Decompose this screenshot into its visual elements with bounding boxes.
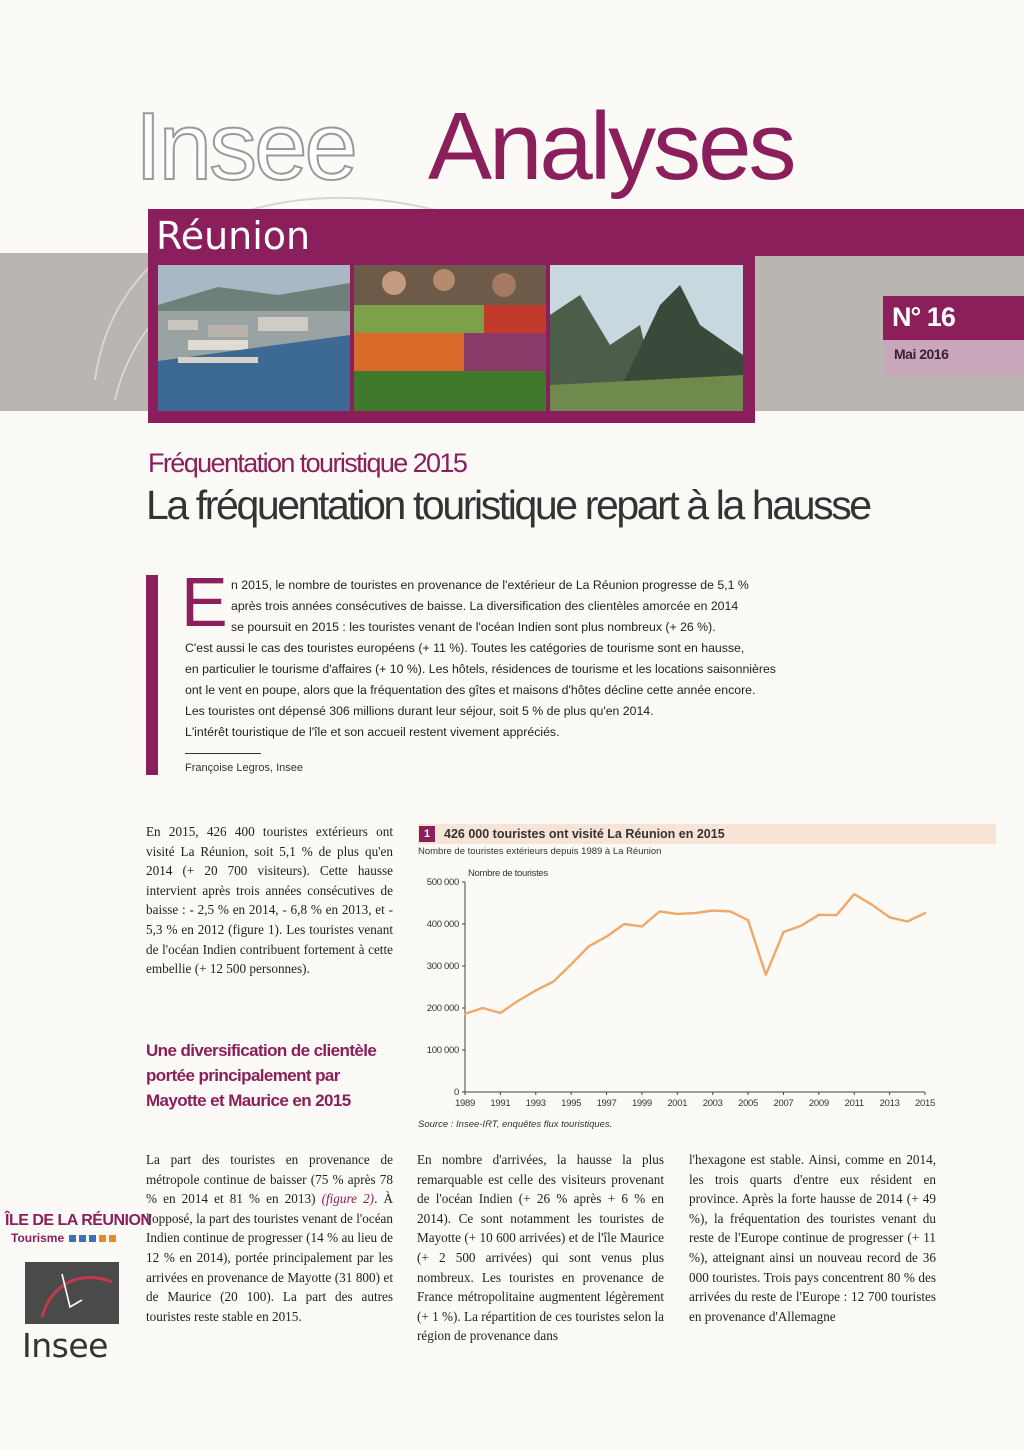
mountain-peaks-photo bbox=[550, 265, 743, 411]
paragraph: l'hexagone est stable. Ainsi, comme en 2014, les trois quarts d'entre eux résident en province. Après la forte hausse de 2014 (+ 49 %), la fréquentation des touristes venant du reste de l'Europe continue de progresser (+ 11 %), atteignant ainsi un nouveau record de 36 000 touristes. Trois pays concentrent 80 % des arrivées du reste de l'Europe : 12 700 touristes en provenance d'Allemagne bbox=[689, 1152, 936, 1324]
figure-reference[interactable]: (figure 2) bbox=[321, 1191, 375, 1207]
y-tick-label: 500 000 bbox=[426, 877, 459, 888]
figure-source-text: Insee-IRT, enquêtes flux touristiques. bbox=[456, 1119, 613, 1130]
lead-line: C'est aussi le cas des touristes européens (+ 11 %). Toutes les catégories de tourisme sont en hausse, bbox=[185, 641, 745, 655]
y-tick-label: 200 000 bbox=[426, 1003, 459, 1014]
lead-line: ont le vent en poupe, alors que la fréquentation des gîtes et maisons d'hôtes décline cette année encore. bbox=[185, 683, 756, 697]
y-tick-label: 0 bbox=[454, 1087, 459, 1098]
figure-subtitle: Nombre de touristes extérieurs depuis 1989 à La Réunion bbox=[418, 846, 662, 857]
y-tick-label: 300 000 bbox=[426, 961, 459, 972]
issue-number: N° 16 bbox=[892, 302, 955, 332]
x-tick-label: 1995 bbox=[561, 1098, 582, 1109]
tourists-line-chart bbox=[410, 862, 950, 1118]
paragraph bbox=[146, 1150, 393, 1326]
x-tick-label: 2007 bbox=[773, 1098, 794, 1109]
author-name: Françoise Legros, Insee bbox=[185, 762, 304, 774]
column-3 bbox=[689, 1150, 936, 1326]
lead-accent-bar bbox=[146, 575, 158, 775]
insee-logo-word: Insee bbox=[22, 1326, 108, 1365]
lead-line: n 2015, le nombre de touristes en provenance de l'extérieur de La Réunion progresse de 5,1 % bbox=[231, 578, 749, 592]
x-tick-label: 2001 bbox=[667, 1098, 688, 1109]
figure-title: 426 000 touristes ont visité La Réunion en 2015 bbox=[444, 827, 725, 841]
x-tick-label: 1999 bbox=[631, 1098, 652, 1109]
y-axis-label: Nombre de touristes bbox=[468, 868, 548, 879]
x-tick-label: 2015 bbox=[915, 1098, 935, 1109]
x-tick-label: 1991 bbox=[490, 1098, 511, 1109]
series-line bbox=[465, 894, 925, 1014]
ile-logo-text: ÎLE DE LA RÉUNION bbox=[5, 1212, 152, 1229]
brand-insee: Insee bbox=[135, 93, 355, 200]
paragraph: En 2015, 426 400 touristes extérieurs ont visité La Réunion, soit 5,1 % de plus qu'en 2014 (+ 20 700 visiteurs). Cette hausse intervient après trois années consécutives de baisse : - 2,5 % en 2014, - 6,8 % en 2013, et - 5,3 % en 2012 (figure 1). Les touristes venant de l'océan Indien contribuent fortement à cette embellie (+ 12 500 personnes). bbox=[146, 824, 393, 977]
port-and-city-photo bbox=[158, 265, 350, 411]
lead-line: en particulier le tourisme d'affaires (+ 10 %). Les hôtels, résidences de tourisme et les locations saisonnières bbox=[185, 662, 776, 676]
ile-logo-dots bbox=[69, 1229, 119, 1247]
x-tick-label: 1989 bbox=[455, 1098, 475, 1109]
column-1-bottom bbox=[146, 1150, 393, 1326]
paragraph-text: . À l'opposé, la part des touristes venant de l'océan Indien continue de progresser (14 % au lieu de 12 % en 2014), portée principalement par les arrivées en provenance de Mayotte (31 800) et de Maurice (20 100). La part des autres touristes reste stable en 2015. bbox=[146, 1191, 393, 1324]
x-tick-label: 2005 bbox=[738, 1098, 759, 1109]
y-tick-label: 400 000 bbox=[426, 919, 459, 930]
x-tick-label: 1997 bbox=[596, 1098, 617, 1109]
lead-line: L'intérêt touristique de l'île et son accueil restent vivement appréciés. bbox=[185, 725, 560, 739]
author-rule bbox=[185, 753, 261, 754]
issue-date: Mai 2016 bbox=[894, 346, 949, 362]
lead-dropcap: E bbox=[181, 563, 228, 641]
x-tick-label: 2009 bbox=[808, 1098, 829, 1109]
figure-source-label: Source : bbox=[418, 1119, 457, 1130]
market-vegetables-photo bbox=[354, 265, 546, 411]
paragraph: En nombre d'arrivées, la hausse la plus remarquable est celle des visiteurs provenant de l'océan Indien (+ 26 % après + 6 % en 2014). Ce sont notamment les touristes de Mayotte (+ 10 600 arrivées) et de l'île Maurice (+ 2 500 arrivées) qui sont venus plus nombreux. Les touristes en provenance de France métropolitaine augmentent légèrement (+ 1 %). La répartition de ces touristes selon la région de provenance dans bbox=[417, 1152, 664, 1344]
article-headline: La fréquentation touristique repart à la hausse bbox=[146, 482, 870, 528]
column-1-top bbox=[146, 822, 393, 979]
article-kicker: Fréquentation touristique 2015 bbox=[148, 448, 467, 478]
paragraph-text: La part des touristes en provenance de métropole continue de baisser (75 % après 78 % en 2014 et 81 % en 2013) bbox=[146, 1152, 393, 1207]
insee-logo-icon bbox=[22, 1262, 122, 1328]
brand-analyses: Analyses bbox=[428, 93, 794, 200]
lead-line: après trois années consécutives de baisse. La diversification des clientèles amorcée en 2014 bbox=[231, 599, 739, 613]
ile-logo-subtext: Tourisme bbox=[11, 1231, 65, 1245]
column-2 bbox=[417, 1150, 664, 1346]
x-tick-label: 2013 bbox=[879, 1098, 900, 1109]
region-title: Réunion bbox=[156, 214, 311, 258]
lead-line: Les touristes ont dépensé 306 millions durant leur séjour, soit 5 % de plus qu'en 2014. bbox=[185, 704, 654, 718]
figure-number: 1 bbox=[419, 826, 435, 842]
y-tick-label: 100 000 bbox=[426, 1045, 459, 1056]
lead-line: se poursuit en 2015 : les touristes venant de l'océan Indien sont plus nombreux (+ 26 %). bbox=[231, 620, 716, 634]
section-subhead: Une diversification de clientèle portée principalement par Mayotte et Maurice en 2015 bbox=[146, 1041, 377, 1110]
x-tick-label: 1993 bbox=[525, 1098, 546, 1109]
ile-de-la-reunion-tourisme-logo bbox=[5, 1212, 151, 1247]
figure-source bbox=[418, 1119, 612, 1130]
x-tick-label: 2003 bbox=[702, 1098, 723, 1109]
x-tick-label: 2011 bbox=[844, 1098, 864, 1109]
